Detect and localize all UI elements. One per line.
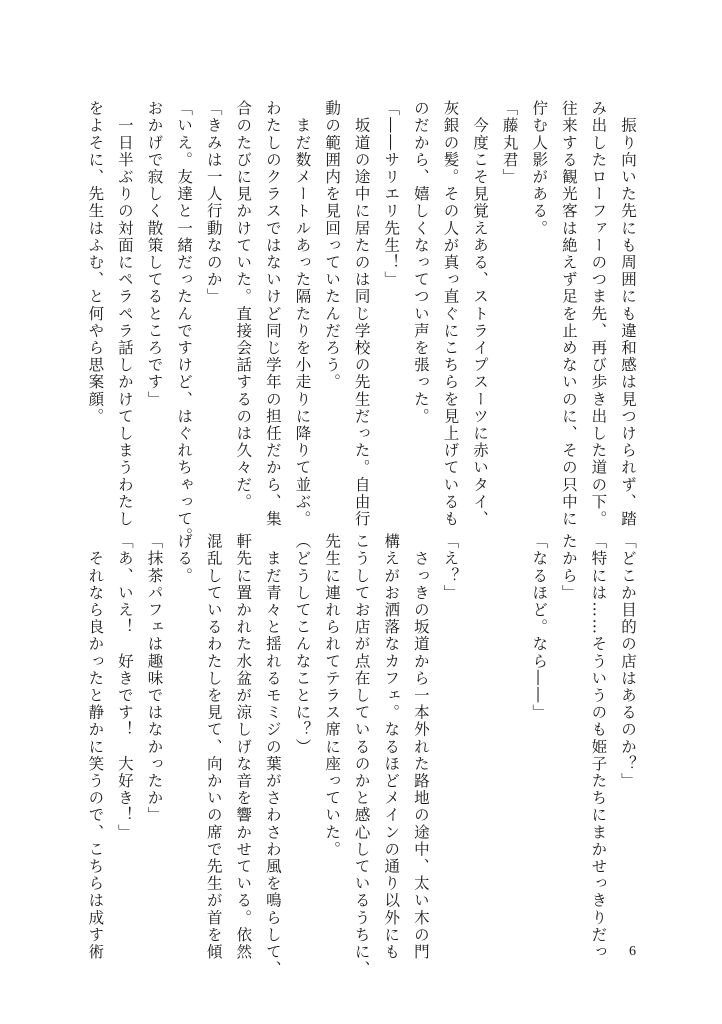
text-line: 混乱しているわたしを見て、向かいの席で先生が首を傾 xyxy=(204,533,223,961)
text-line: 動の範囲内を見回っていたんだろう。 xyxy=(323,100,342,391)
text-line: 往来する観光客は絶えず足を止めないのに、その只中に xyxy=(559,100,578,528)
text-line: たから」 xyxy=(559,533,578,602)
text-line: 佇む人影がある。 xyxy=(530,100,549,237)
text-line: まだ数メートルあった隔たりを小走りに降りて並ぶ。 xyxy=(293,100,312,528)
text-line: 「藤丸君」 xyxy=(500,100,519,186)
text-line: 「きみは一人行動なのか」 xyxy=(204,100,223,306)
text-line: 坂道の途中に居たのは同じ学校の先生だった。自由行 xyxy=(352,100,371,528)
text-line: 「特には……そういうのも姫子たちにまかせっきりだっ xyxy=(589,533,608,961)
blank-line xyxy=(494,533,524,938)
text-line: （どうしてこんなことに？） xyxy=(293,533,312,756)
text-line: 合のたびに見かけていた。直接会話するのは久々だ。 xyxy=(234,100,253,511)
text-line: 今度こそ見覚えある、ストライプスーツに赤いタイ、 xyxy=(471,100,490,528)
text-line: 「え？」 xyxy=(441,533,460,602)
text-line: 「抹茶パフェは趣味ではなかったか」 xyxy=(145,533,164,824)
text-line: まだ青々と揺れるモミジの葉がさわさわ風を鳴らして、 xyxy=(263,533,282,978)
text-line: それなら良かったと静かに笑うので、こちらは成す術 xyxy=(86,533,105,961)
text-line: 振り向いた先にも周囲にも違和感は見つけられず、踏 xyxy=(619,100,637,528)
text-line: さっきの坂道から一本外れた路地の途中、太い木の門 xyxy=(411,533,430,961)
text-line: 「なるほど。なら――」 xyxy=(530,533,549,722)
text-line: おかげで寂しく散策してるところです」 xyxy=(145,100,164,408)
page-number: 6 xyxy=(629,944,636,959)
text-line: をよそに、先生はふむ、と何やら思案顔。 xyxy=(86,100,105,425)
text-line: 「いえ。友達と一緒だったんですけど、はぐれちゃって。 xyxy=(175,100,194,545)
text-line: 「あ、いえ！ 好きです！ 大好き！」 xyxy=(115,533,134,841)
text-line: 一日半ぶりの対面にペラペラ話しかけてしまうわたし xyxy=(115,100,134,528)
text-line: 「どこか目的の店はあるのか？」 xyxy=(619,533,637,790)
text-line: 灰銀の髪。その人が真っ直ぐにこちらを見上げているも xyxy=(441,100,460,528)
text-line: こうしてお店が点在しているのかと感心しているうちに、 xyxy=(352,533,371,978)
text-line: 軒先に置かれた水盆が涼しげな音を響かせている。依然 xyxy=(234,533,253,961)
blank-line xyxy=(464,533,494,938)
text-line: のだから、嬉しくなってつい声を張った。 xyxy=(411,100,430,425)
text-line: げる。 xyxy=(175,533,194,585)
text-line: 構えがお洒落なカフェ。なるほどメインの通り以外にも xyxy=(382,533,401,961)
text-line: み出したローファーのつま先、再び歩き出した道の下。 xyxy=(589,100,608,528)
text-line: 先生に連れられてテラス席に座っていた。 xyxy=(323,533,342,858)
text-line: 「――サリエリ先生！」 xyxy=(382,100,401,289)
lower-text-block xyxy=(86,533,642,978)
upper-text-block xyxy=(86,100,642,545)
text-line: わたしのクラスではないけど同じ学年の担任だから、集 xyxy=(263,100,282,528)
